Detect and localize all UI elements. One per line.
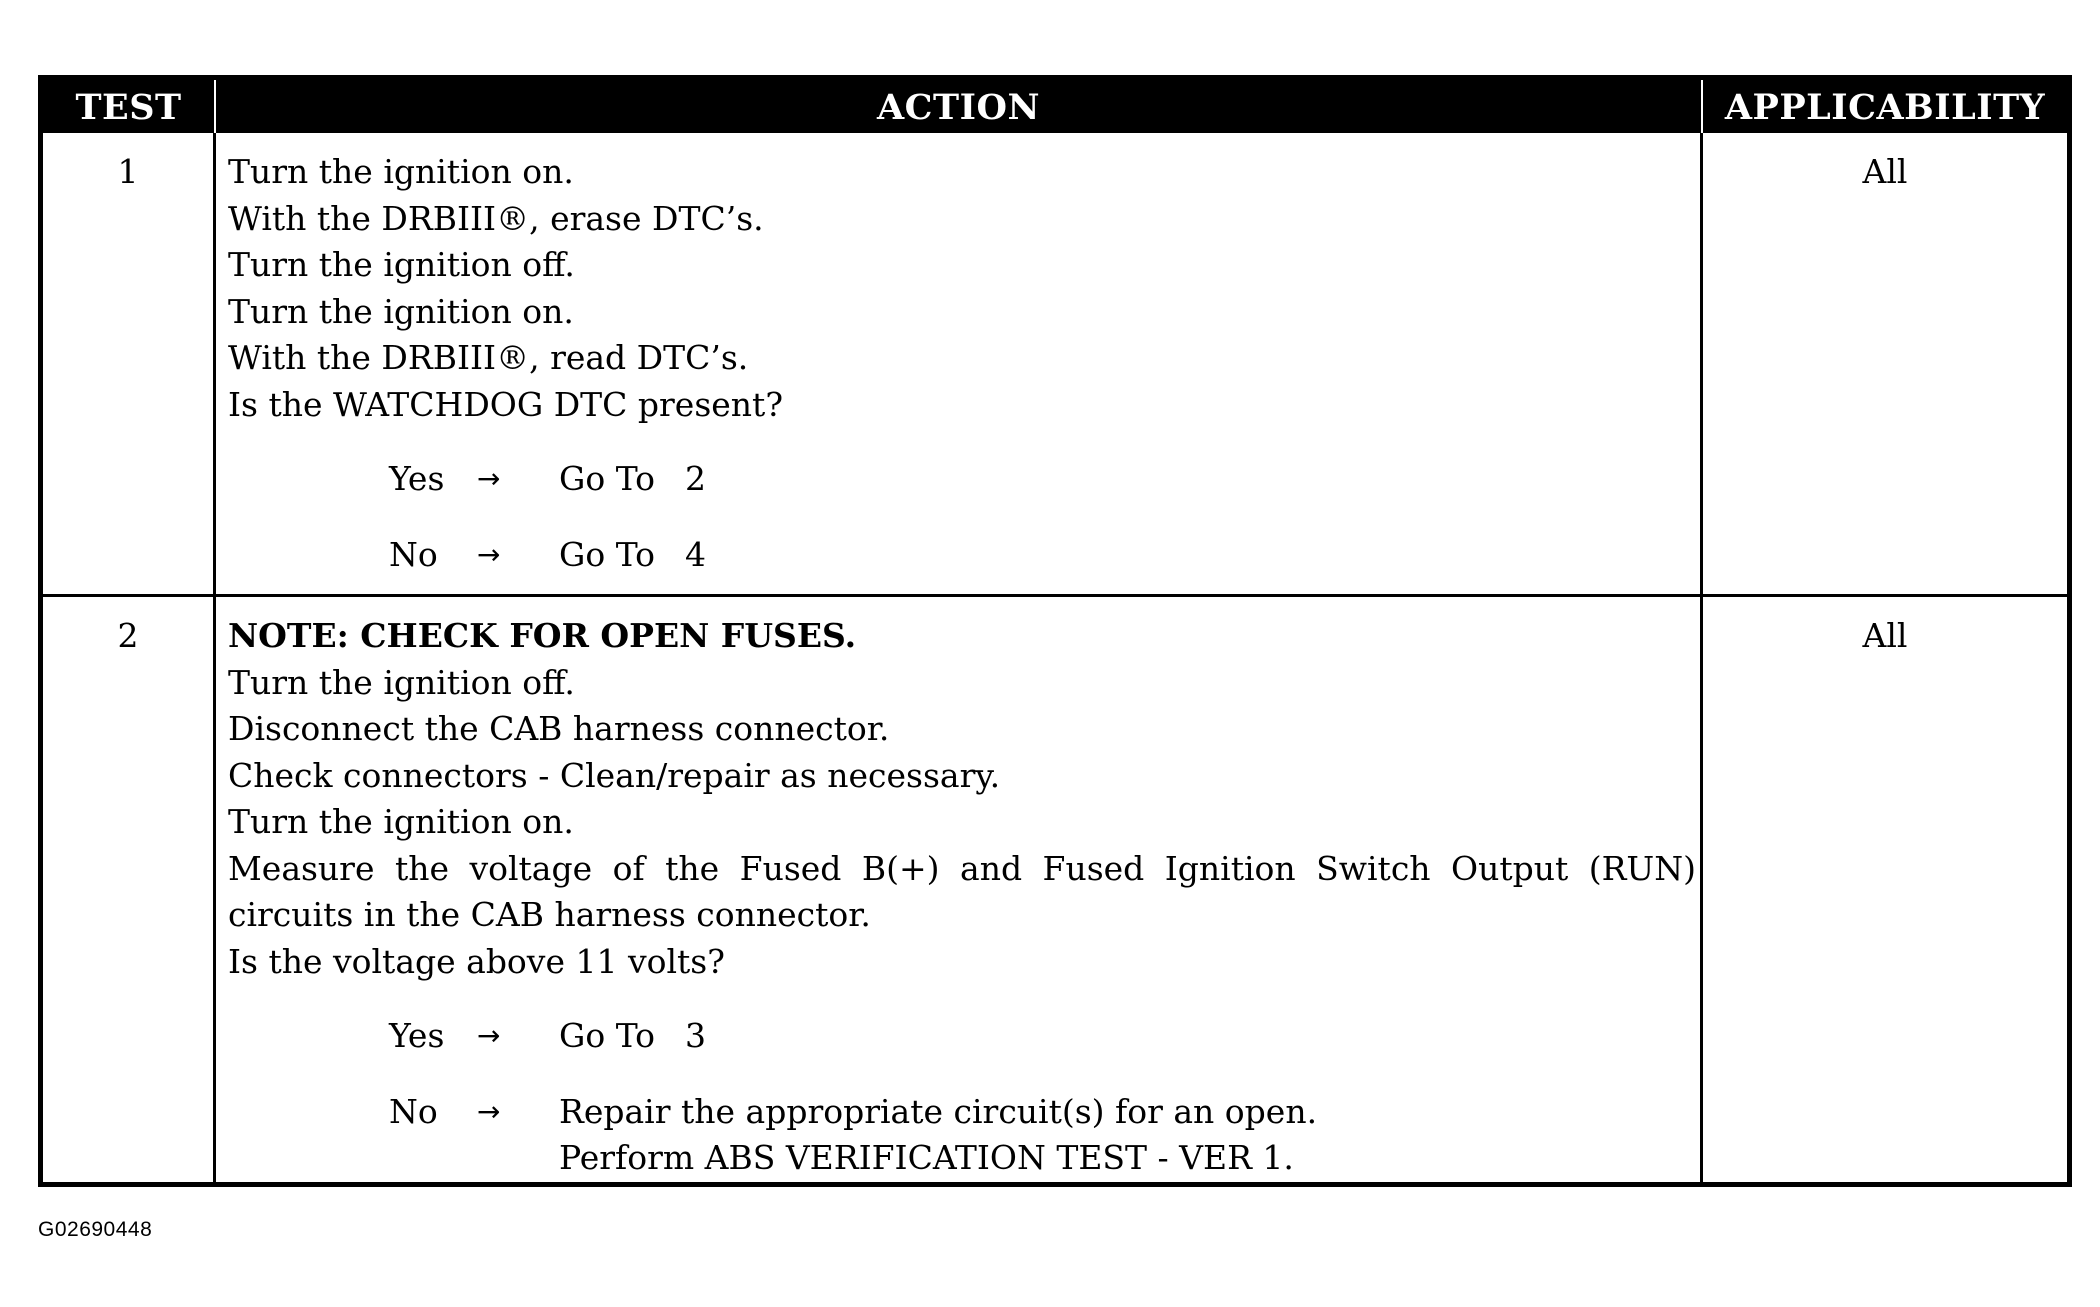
header-action: ACTION	[216, 80, 1703, 133]
result-line: Perform ABS VERIFICATION TEST - VER 1.	[559, 1137, 1294, 1177]
goto-target: 2	[685, 459, 707, 498]
answer-no	[389, 532, 1700, 579]
action-step: Turn the ignition on.	[228, 291, 574, 331]
answer-label: No	[389, 1091, 438, 1131]
row-1-test-number: 1	[43, 133, 216, 597]
answer-label: No	[389, 534, 438, 574]
row-2-test-number: 2	[43, 597, 216, 1182]
answer-result	[559, 1089, 1700, 1181]
header-applicability: APPLICABILITY	[1703, 80, 2067, 133]
action-step: Turn the ignition on.	[228, 802, 574, 841]
test-procedure-table	[38, 75, 2072, 1187]
answer-yes	[389, 456, 1700, 503]
right-arrow-icon: →	[477, 462, 501, 495]
goto-label: Go To	[559, 534, 656, 574]
header-test: TEST	[43, 80, 216, 133]
answer-goto	[559, 456, 1700, 503]
action-step: Turn the ignition off.	[228, 662, 575, 702]
figure-id: G02690448	[38, 1218, 153, 1241]
answer-label: Yes	[389, 459, 445, 498]
answer-yes	[389, 1013, 1700, 1060]
action-step: Turn the ignition off.	[228, 245, 575, 284]
action-step: Check connectors - Clean/repair as necessary.	[228, 755, 1001, 795]
goto-label: Go To	[559, 1016, 656, 1055]
action-question: Is the WATCHDOG DTC present?	[228, 384, 784, 424]
right-arrow-icon: →	[477, 1094, 501, 1128]
result-line: Repair the appropriate circuit(s) for an open.	[559, 1091, 1318, 1131]
goto-target: 3	[685, 1016, 707, 1055]
answer-list	[228, 456, 1700, 578]
row-1-action	[216, 133, 1703, 597]
action-note: NOTE: CHECK FOR OPEN FUSES.	[228, 616, 857, 655]
action-step: Disconnect the CAB harness connector.	[228, 709, 890, 748]
right-arrow-icon: →	[477, 1019, 501, 1052]
row-1-applicability: All	[1703, 133, 2067, 597]
action-step: circuits in the CAB harness connector.	[228, 895, 871, 934]
row-2-applicability: All	[1862, 616, 1908, 655]
goto-target: 4	[685, 534, 707, 574]
answer-label: Yes	[389, 1016, 445, 1055]
answer-goto	[559, 1013, 1700, 1060]
action-question: Is the voltage above 11 volts?	[228, 941, 725, 981]
action-step: Turn the ignition on.	[228, 152, 574, 191]
answer-goto	[559, 532, 1700, 579]
action-step: Measure the voltage of the Fused B(+) and Fused Ignition Switch Output (RUN)	[228, 848, 1696, 888]
action-step: With the DRBIII®, read DTC’s.	[228, 338, 749, 377]
row-2-action	[216, 597, 1703, 1182]
goto-label: Go To	[559, 459, 656, 498]
answer-no	[389, 1089, 1700, 1181]
answer-list	[228, 1013, 1700, 1181]
action-step: With the DRBIII®, erase DTC’s.	[228, 198, 764, 238]
right-arrow-icon: →	[477, 537, 501, 571]
